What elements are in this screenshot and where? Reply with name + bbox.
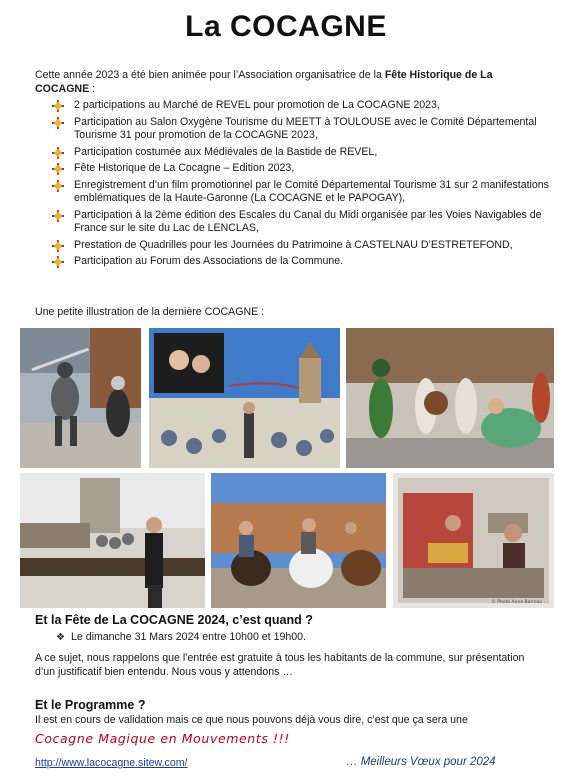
bullet-icon [52,100,64,112]
list-item: Enregistrement d’un film promotionnel par le Comité Départemental Tourisme 31 sur 2 manifestations emblématiques de la Haute-Garonne (La COCAGNE et le PAPOGAY), [52,179,552,206]
bullet-icon [52,147,64,159]
diamond-bullet-icon: ❖ [56,632,65,643]
photo-street-performers [393,473,554,608]
photo-craftsman [20,473,205,608]
bullet-icon [52,210,64,222]
list-item: Participation au Forum des Associations de la Commune. [52,255,552,269]
intro-paragraph [35,69,545,96]
bullet-icon [52,163,64,175]
photo-stage-crowd [149,328,340,468]
intro-bold: Fête Historique de La COCAGNE [35,69,493,95]
season-greetings: … Meilleurs Vœux pour 2024 [346,756,496,768]
activities-list [52,99,552,272]
bullet-icon [52,256,64,268]
magic-tagline: Cocagne Magique en Mouvements !!! [35,731,290,746]
photo-horse-riders [211,473,386,608]
bullet-icon [52,240,64,252]
illustration-label: Une petite illustration de la dernière COCAGNE : [35,306,265,318]
list-item: Fête Historique de La Cocagne – Edition 2023, [52,162,552,176]
list-item: Participation costumée aux Médiévales de la Bastide de REVEL, [52,146,552,160]
fete-2024-heading: Et la Fête de La COCAGNE 2024, c’est quand ? [35,613,313,627]
fete-2024-date: ❖ Le dimanche 31 Mars 2024 entre 10h00 et 19h00. [56,631,306,643]
fete-2024-note: A ce sujet, nous rappelons que l’entrée est gratuite à tous les habitants de la commune, sur présentation d’un justificatif bien entendu. Nous vous y attendons … [35,652,525,678]
programme-text: Il est en cours de validation mais ce que nous pouvons déjà vous dire, c’est que ça sera une [35,714,468,726]
bullet-icon [52,180,64,192]
website-link[interactable]: http://www.lacocagne.sitew.com/ [35,757,188,769]
intro-text: Cette année 2023 a été bien animée pour l’Association organisatrice de la [35,69,385,81]
photo-green-dancers [346,328,554,468]
list-item: Participation au Salon Oxygène Tourisme du MEETT à TOULOUSE avec le Comité Départemental Tourisme 31 pour promotion de la COCAGNE 2023, [52,116,552,143]
photo-credit: © Photo Anne Barreau ... [491,600,548,605]
photo-knight-fight [20,328,141,468]
programme-heading: Et le Programme ? [35,698,146,712]
page-title: La COCAGNE [185,10,387,43]
intro-end: : [89,82,96,95]
list-item: 2 participations au Marché de REVEL pour promotion de La COCAGNE 2023, [52,99,552,113]
list-item: Participation à la 2ème édition des Escales du Canal du Midi organisée par les Voies Navigables de France sur le site du Lac de LENCLAS, [52,209,552,236]
bullet-icon [52,117,64,129]
list-item: Prestation de Quadrilles pour les Journées du Patrimoine à CASTELNAU D’ESTRETEFOND, [52,239,552,253]
